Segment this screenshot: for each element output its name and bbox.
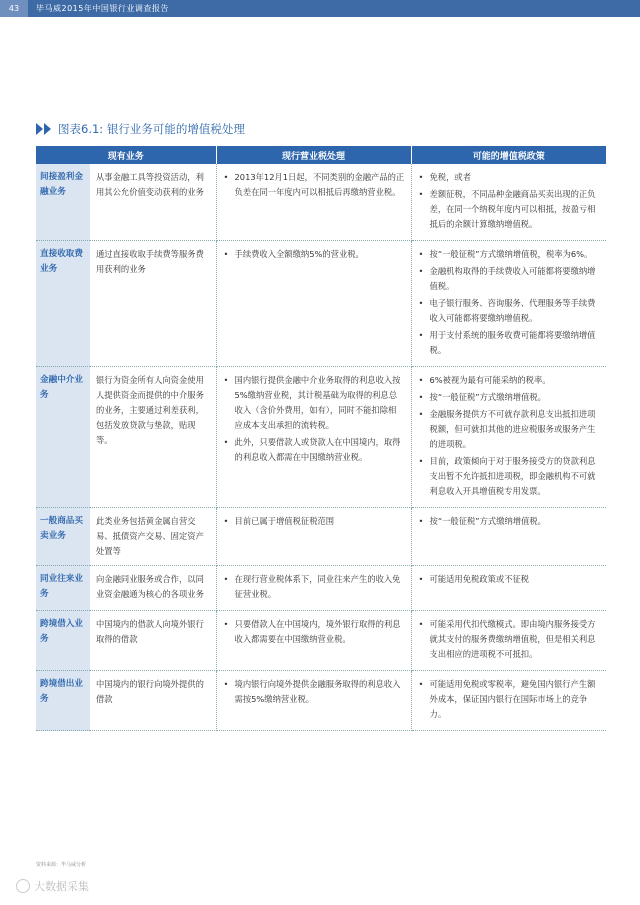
row-vat-policy bbox=[411, 508, 606, 566]
bullet-item: • 手续费收入全额缴纳5%的营业税。 bbox=[223, 247, 405, 262]
row-description: 中国境内的借款人向境外银行取得的借款 bbox=[90, 611, 216, 671]
double-arrow-icon bbox=[36, 123, 52, 135]
bullet-item: • 目前，政策倾向于对于服务接受方的贷款利息支出暂不允许抵扣进项税，即金融机构不可就利息收入开具增值税专用发票。 bbox=[418, 454, 601, 499]
watermark-text: 大数据采集 bbox=[34, 880, 89, 893]
bullet-item: • 可能适用免税或零税率，避免国内银行产生额外成本，保证国内银行在国际市场上的竞争力。 bbox=[418, 677, 601, 722]
bullet-item: • 6%被视为最有可能采纳的税率。 bbox=[418, 373, 601, 388]
bullet-list bbox=[418, 572, 601, 587]
bullet-list bbox=[418, 514, 601, 529]
row-category: 一般商品买卖业务 bbox=[36, 508, 90, 566]
row-current-tax bbox=[216, 241, 411, 367]
row-current-tax bbox=[216, 611, 411, 671]
table-row bbox=[36, 164, 606, 241]
row-current-tax bbox=[216, 671, 411, 731]
row-category: 同业往来业务 bbox=[36, 566, 90, 611]
table-body bbox=[36, 164, 606, 731]
row-category: 金融中介业务 bbox=[36, 367, 90, 508]
bullet-item: • 按“一般征税”方式缴纳增值税。 bbox=[418, 390, 601, 405]
table-row bbox=[36, 367, 606, 508]
bullet-list bbox=[418, 170, 601, 232]
row-category: 直接收取费业务 bbox=[36, 241, 90, 367]
bullet-item: • 金融服务提供方不可就存款利息支出抵扣进项税额，但可就扣其他的进应税服务或服务产生的进项税。 bbox=[418, 407, 601, 452]
column-header-possible-vat-policy: 可能的增值税政策 bbox=[411, 146, 606, 164]
watermark-logo-icon bbox=[16, 879, 30, 893]
bullet-list bbox=[418, 677, 601, 722]
table-row bbox=[36, 241, 606, 367]
bullet-list bbox=[223, 572, 405, 602]
watermark bbox=[16, 878, 89, 894]
bullet-item: • 金融机构取得的手续费收入可能都将要缴纳增值税。 bbox=[418, 264, 601, 294]
row-current-tax bbox=[216, 367, 411, 508]
bullet-list bbox=[223, 677, 405, 707]
bullet-item: • 只要借款人在中国境内，境外银行取得的利息收入都需要在中国缴纳营业税。 bbox=[223, 617, 405, 647]
page-header-bar bbox=[0, 0, 640, 17]
bullet-item: • 用于支付系统的服务收费可能都将要缴纳增值税。 bbox=[418, 328, 601, 358]
page-number: 43 bbox=[0, 0, 28, 17]
figure-title-text: 图表6.1: 银行业务可能的增值税处理 bbox=[58, 122, 245, 136]
row-category: 跨境借出业务 bbox=[36, 671, 90, 731]
row-vat-policy bbox=[411, 611, 606, 671]
row-description: 向金融同业服务或合作，以同业资金融通为核心的各项业务 bbox=[90, 566, 216, 611]
bullet-list bbox=[418, 373, 601, 499]
bullet-list bbox=[223, 170, 405, 200]
bullet-list bbox=[223, 617, 405, 647]
footnote: 资料来源：毕马威分析 bbox=[36, 862, 87, 868]
row-category: 跨境借入业务 bbox=[36, 611, 90, 671]
report-title: 毕马威2015年中国银行业调查报告 bbox=[36, 4, 169, 13]
table-row bbox=[36, 671, 606, 731]
table-row bbox=[36, 611, 606, 671]
row-vat-policy bbox=[411, 367, 606, 508]
row-vat-policy bbox=[411, 241, 606, 367]
row-description: 银行为资金所有人向资金使用人提供资金而提供的中介服务的业务，主要通过利差获利，包括发放贷款与垫款，贴现等。 bbox=[90, 367, 216, 508]
bullet-list bbox=[223, 514, 405, 529]
bullet-item: • 2013年12月1日起，不同类别的金融产品的正负差在同一年度内可以相抵后再缴纳营业税。 bbox=[223, 170, 405, 200]
bullet-item: • 此外，只要借款人或贷款人在中国境内，取得的利息收入都需在中国缴纳营业税。 bbox=[223, 435, 405, 465]
bullet-list bbox=[223, 247, 405, 262]
row-current-tax bbox=[216, 164, 411, 241]
bullet-item: • 在现行营业税体系下，同业往来产生的收入免征营业税。 bbox=[223, 572, 405, 602]
row-vat-policy bbox=[411, 671, 606, 731]
bullet-item: • 按“一般征税”方式缴纳增值税，税率为6%。 bbox=[418, 247, 601, 262]
bullet-item: • 差额征税，不同品种金融商品买卖出现的正负差，在同一个纳税年度内可以相抵，按盈亏相抵后的余额计算缴纳增值税。 bbox=[418, 187, 601, 232]
figure-title bbox=[36, 121, 245, 137]
table-header-row bbox=[36, 146, 606, 164]
bullet-item: • 国内银行提供金融中介业务取得的利息收入按5%缴纳营业税，其计税基础为取得的利息总收入（含价外费用，如有），同时不能扣除相应成本支出承担的流转税。 bbox=[223, 373, 405, 433]
row-category: 间接盈利金融业务 bbox=[36, 164, 90, 241]
bullet-item: • 电子银行服务、咨询服务、代理服务等手续费收入可能都将要缴纳增值税。 bbox=[418, 296, 601, 326]
row-description: 从事金融工具等投资活动，利用其公允价值变动获利的业务 bbox=[90, 164, 216, 241]
row-current-tax bbox=[216, 508, 411, 566]
bullet-item: • 按“一般征税”方式缴纳增值税。 bbox=[418, 514, 601, 529]
column-header-current-business-tax: 现行营业税处理 bbox=[216, 146, 411, 164]
bullet-list bbox=[418, 247, 601, 358]
row-description: 通过直接收取手续费等服务费用获利的业务 bbox=[90, 241, 216, 367]
table-row bbox=[36, 508, 606, 566]
bullet-item: • 境内银行向境外提供金融服务取得的利息收入需按5%缴纳营业税。 bbox=[223, 677, 405, 707]
row-vat-policy bbox=[411, 566, 606, 611]
bullet-list bbox=[223, 373, 405, 465]
table-row bbox=[36, 566, 606, 611]
row-description: 中国境内的银行向境外提供的借款 bbox=[90, 671, 216, 731]
row-vat-policy bbox=[411, 164, 606, 241]
column-header-existing-business: 现有业务 bbox=[36, 146, 216, 164]
bullet-item: • 目前已属于增值税征税范围 bbox=[223, 514, 405, 529]
vat-table bbox=[36, 146, 606, 731]
bullet-list bbox=[418, 617, 601, 662]
bullet-item: • 可能采用代扣代缴模式。即由境内服务接受方就其支付的服务费缴纳增值税，但是相关利息支出相应的进项税不可抵扣。 bbox=[418, 617, 601, 662]
bullet-item: • 免税，或者 bbox=[418, 170, 601, 185]
row-current-tax bbox=[216, 566, 411, 611]
bullet-item: • 可能适用免税政策或不征税 bbox=[418, 572, 601, 587]
row-description: 此类业务包括黄金属自营交易、抵债资产交易、固定资产处置等 bbox=[90, 508, 216, 566]
